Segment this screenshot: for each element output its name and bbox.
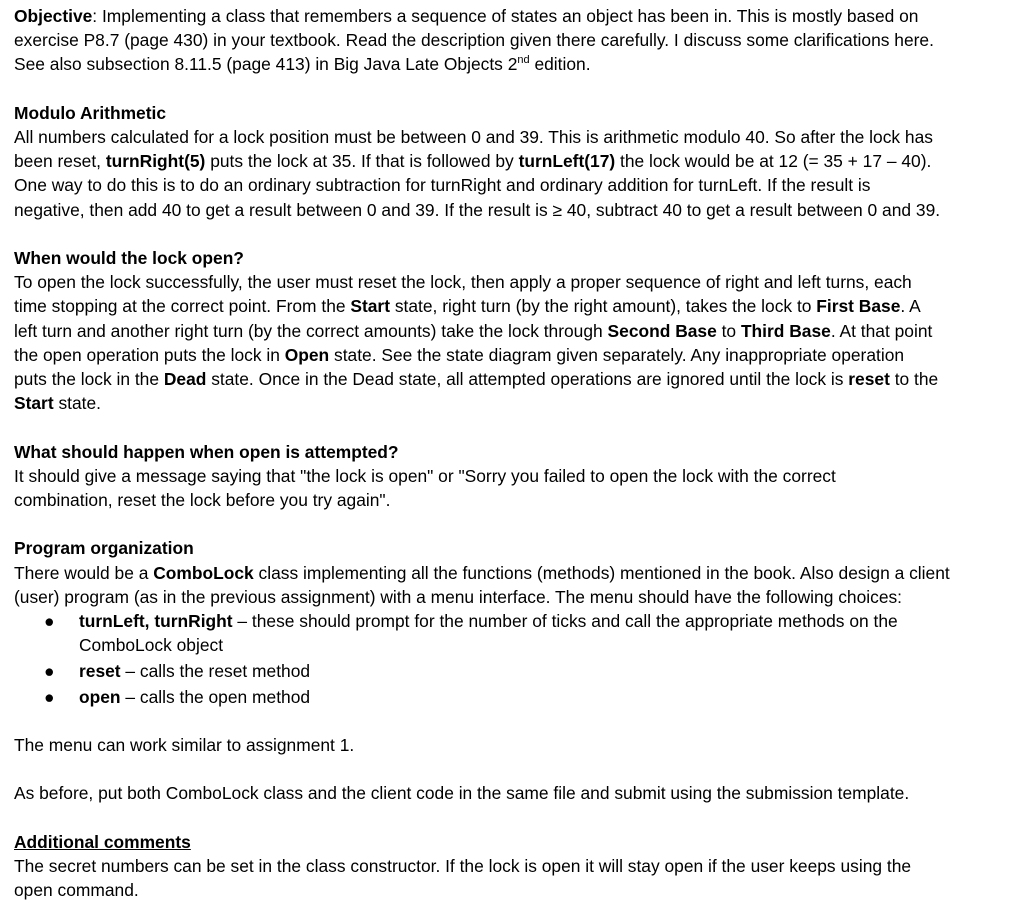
bullet-icon: ● [44,686,55,707]
submission-note: As before, put both ComboLock class and the client code in the same file and submit using the submission template. [14,783,910,804]
list-item: ● reset – calls the reset method [14,659,1004,683]
lock-open-section: When would the lock open? To open the lock successfully, the user must reset the lock, then apply a proper sequence of right and left turns, each time stopping at the correct point. From the Start state, right turn (by the right amount), takes the lock to First Base. A left turn and another right turn (by the correct amounts) take the lock through Second Base to Third Base. At that point the open operation puts the lock in Open state. See the state diagram given separately. Any inappropriate operation puts the lock in the Dead state. Once in the Dead state, all attempted operations are ignored until the lock is reset to the Start state. [14,246,1004,415]
bullet-icon: ● [44,611,55,632]
modulo-heading: Modulo Arithmetic [14,102,166,123]
list-item: ● open – calls the open method [14,685,1004,709]
program-organization-section: Program organization There would be a ComboLock class implementing all the functions (methods) mentioned in the book. Also design a client (user) program (as in the previous assignment) with a menu interface. The menu should have the following choices: ● turnLeft, turnRight – these should prompt for the number of ticks and call the appropriate methods on the ComboLock object ● reset – calls the reset method ● open – calls the open method [14,536,1004,708]
objective-label: Objective [14,6,93,26]
objective-section: Objective: Implementing a class that remembers a sequence of states an object has been in. This is mostly based on exercise P8.7 (page 430) in your textbook. Read the description given there carefully. I discuss some clarifications here. See also subsection 8.11.5 (page 413) in Big Java Late Objects 2nd edition. [14,6,934,75]
additional-comments-heading: Additional comments [14,831,191,852]
open-attempt-section: What should happen when open is attempted? It should give a message saying that "the lock is open" or "Sorry you failed to open the lock with the correct combination, reset the lock before you try again". [14,440,1004,513]
list-item: ● turnLeft, turnRight – these should prompt for the number of ticks and call the appropriate methods on the ComboLock object [44,611,898,656]
menu-note: The menu can work similar to assignment 1. [14,735,355,756]
lock-open-heading: When would the lock open? [14,248,244,268]
open-attempt-heading: What should happen when open is attempted? [14,441,399,462]
menu-choices-list [14,609,1004,709]
modulo-section: Modulo Arithmetic All numbers calculated for a lock position must be between 0 and 39. This is arithmetic modulo 40. So after the lock has been reset, turnRight(5) puts the lock at 35. If that is followed by turnLeft(17) the lock would be at 12 (= 35 + 17 – 40). One way to do this is to do an ordinary subtraction for turnRight and ordinary addition for turnLeft. If the result is negative, then add 40 to get a result between 0 and 39. If the result is ≥ 40, subtract 40 to get a result between 0 and 39. [14,101,1004,222]
program-organization-heading: Program organization [14,538,194,559]
additional-comments-section: Additional comments The secret numbers can be set in the class constructor. If the lock is open it will stay open if the user keeps using the open command. [14,830,1004,903]
bullet-icon: ● [44,660,55,681]
assignment-document [14,4,1004,902]
